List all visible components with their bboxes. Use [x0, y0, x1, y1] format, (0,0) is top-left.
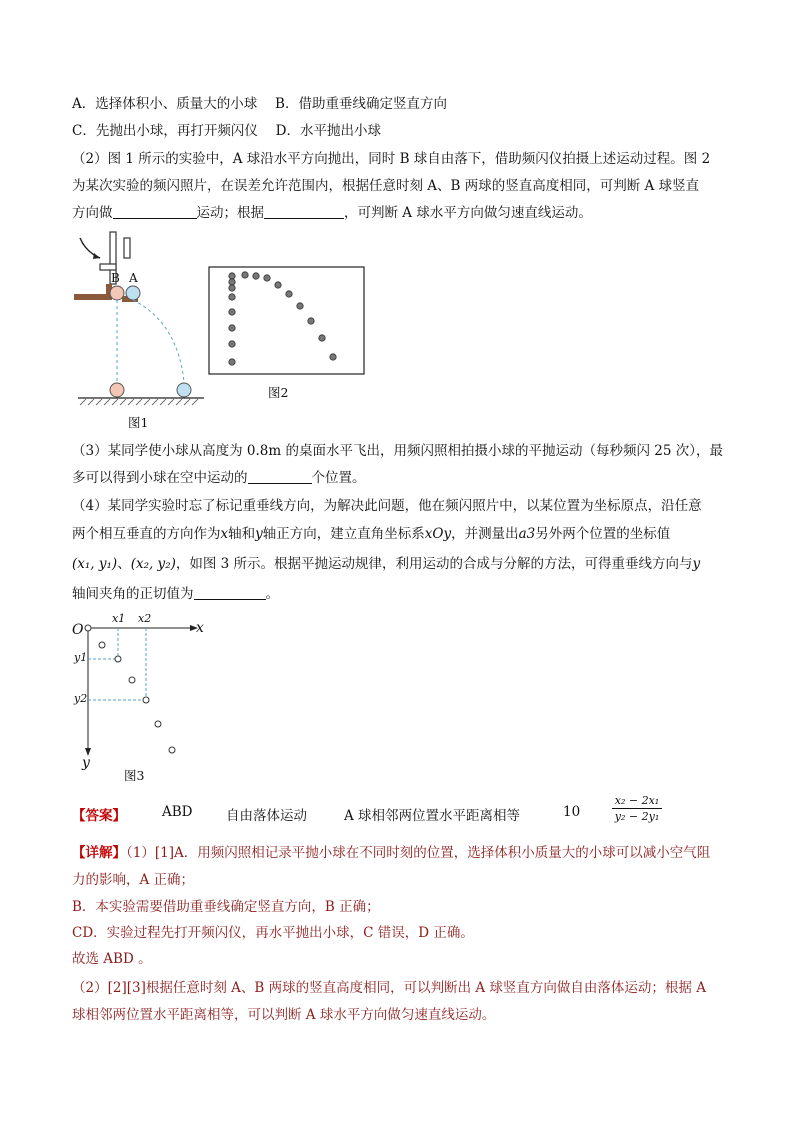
blank-q3-count[interactable]	[248, 469, 312, 484]
answer-1: ABD	[162, 804, 193, 820]
explain-line2: 力的影响，A 正确；	[72, 872, 195, 888]
blank-q2-motion[interactable]	[113, 204, 197, 219]
explain-line6: （2）[2][3]根据任意时刻 A、B 两球的竖直高度相同，可以判断出 A 球竖直方向做自由落体运动；根据 A	[72, 980, 706, 996]
answer-3: A 球相邻两位置水平距离相等	[344, 808, 521, 824]
fig1-caption: 图1	[128, 415, 149, 430]
answer-4: 10	[563, 804, 581, 820]
q3-line2: 多可以得到小球在空中运动的 个位置。	[72, 470, 366, 486]
fig1-label-b: B	[111, 271, 120, 285]
fig3-y1: y1	[74, 651, 88, 664]
curved-arrow-icon	[80, 238, 100, 258]
q4-line1: （4）某同学实验时忘了标记重垂线方向，为解决此问题，他在频闪照片中，以某位置为坐标原点，沿任意	[72, 498, 702, 514]
answer-2: 自由落体运动	[226, 808, 307, 824]
blank-q4-tangent[interactable]	[194, 585, 266, 600]
figure-1-apparatus	[70, 228, 210, 408]
q1-options-ab: A．选择体积小、质量大的小球 B．借助重垂线确定竖直方向	[72, 96, 447, 112]
fig3-origin: O	[72, 622, 84, 638]
fig3-y-axis: y	[82, 755, 90, 771]
fig3-y2: y2	[74, 692, 88, 705]
fraction-numerator: x₂ − 2x₁	[612, 794, 662, 809]
explain-line4: CD．实验过程先打开频闪仪，再水平抛出小球，C 错误，D 正确。	[72, 925, 474, 941]
q2-line3: 方向做 运动；根据 ，可判断 A 球水平方向做匀速直线运动。	[72, 205, 592, 221]
explain-line3: B．本实验需要借助重垂线确定竖直方向，B 正确；	[72, 899, 380, 915]
figure-3-coordinates	[66, 612, 216, 772]
q2-line2: 为某次实验的频闪照片，在误差允许范围内，根据任意时刻 A、B 两球的竖直高度相同，可判断 A 球竖直	[72, 178, 700, 194]
fig3-x1: x1	[112, 612, 126, 625]
q4-line2: 两个相互垂直的方向作为x轴和y轴正方向，建立直角坐标系xOy，并测量出a3另外两个位置的坐标值	[72, 526, 671, 542]
blank-q2-reason[interactable]	[264, 204, 344, 219]
fig3-x-axis: x	[196, 620, 204, 636]
explain-line5: 故选 ABD 。	[72, 951, 152, 967]
fraction-denominator: y₂ − 2y₁	[614, 810, 660, 823]
fig3-caption: 图3	[124, 768, 145, 783]
figure-2-photo	[208, 266, 366, 376]
q3-line1: （3）某同学使小球从高度为 0.8m 的桌面水平飞出，用频闪照相拍摄小球的平抛运动（每秒频闪 25 次），最	[72, 443, 723, 459]
fig3-x2: x2	[138, 612, 152, 625]
q4-line4: 轴间夹角的正切值为 。	[72, 586, 279, 602]
answer-label: 【答案】	[72, 808, 126, 824]
fig1-label-a: A	[129, 271, 138, 285]
q2-line1: （2）图 1 所示的实验中，A 球沿水平方向抛出，同时 B 球自由落下，借助频闪仪拍摄上述运动过程。图 2	[72, 151, 711, 167]
explain-line7: 球相邻两位置水平距离相等，可以判断 A 球水平方向做匀速直线运动。	[72, 1007, 496, 1023]
q4-line3: (x₁, y₁)、(x₂, y₂)，如图 3 所示。根据平抛运动规律，利用运动的合成与分解的方法，可得重垂线方向与y	[72, 556, 701, 572]
q1-options-cd: C．先抛出小球，再打开频闪仪 D．水平抛出小球	[72, 123, 381, 139]
fig2-caption: 图2	[268, 385, 289, 400]
explain-label: 【详解】	[72, 845, 126, 861]
explain-line1: 【详解】（1）[1]A．用频闪照相记录平抛小球在不同时刻的位置，选择体积小质量大的小球可以减小空气阻	[72, 845, 711, 861]
answer-5-fraction	[612, 794, 662, 823]
